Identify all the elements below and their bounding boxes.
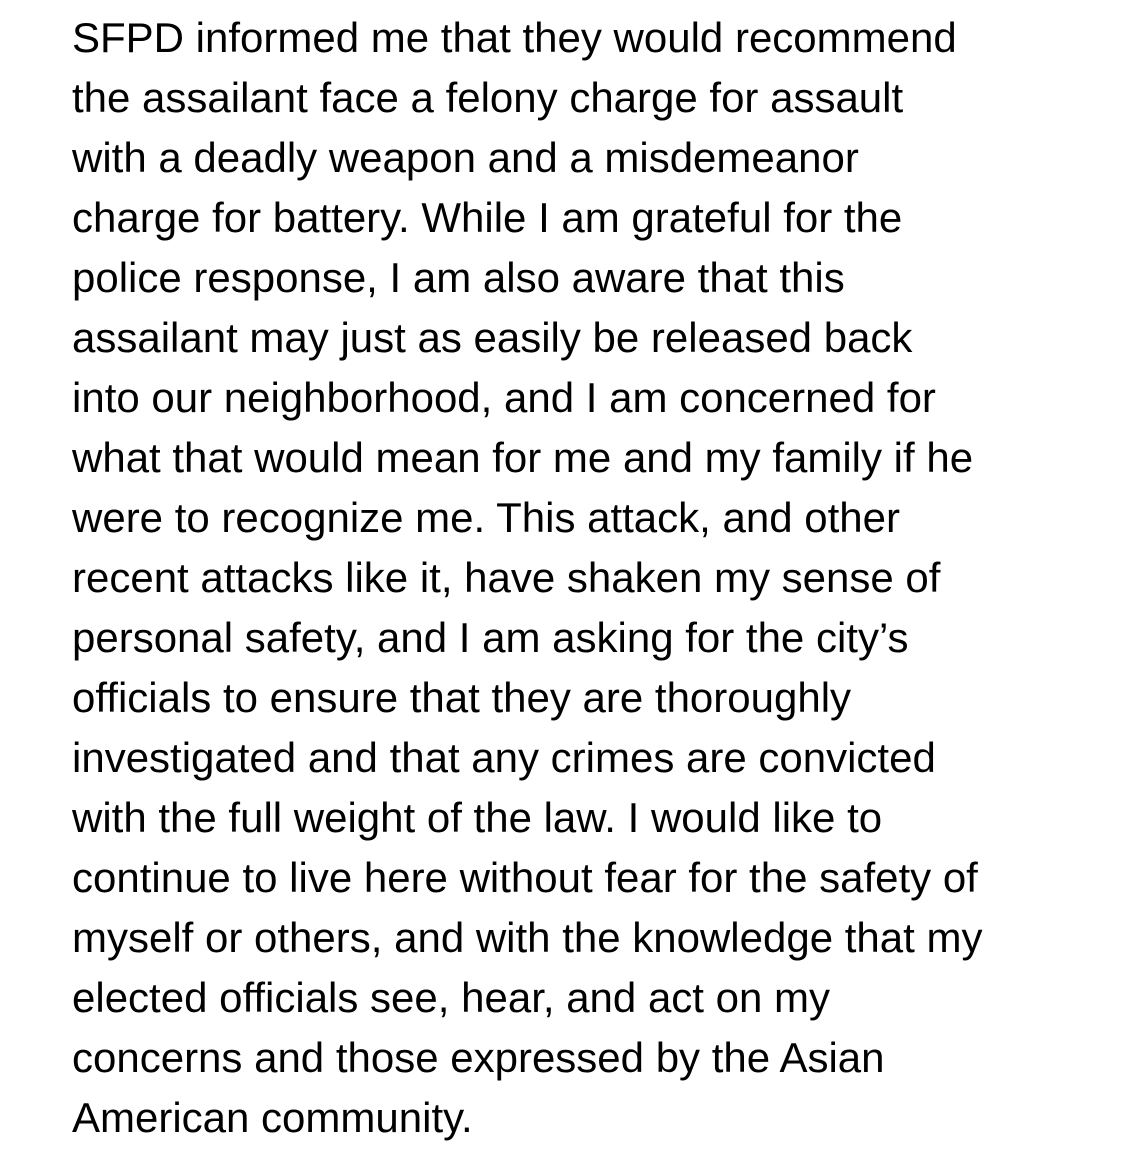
text-line-11: personal safety, and I am asking for the city’s xyxy=(72,614,909,661)
text-line-14: with the full weight of the law. I would like to xyxy=(72,794,883,841)
text-line-3: with a deadly weapon and a misdemeanor xyxy=(72,134,859,181)
text-line-7: into our neighborhood, and I am concerned for xyxy=(72,374,936,421)
text-line-6: assailant may just as easily be released back xyxy=(72,314,913,361)
text-line-4: charge for battery. While I am grateful for the xyxy=(72,194,903,241)
document-body xyxy=(72,8,1092,1148)
text-line-15: continue to live here without fear for the safety of xyxy=(72,854,978,901)
text-line-10: recent attacks like it, have shaken my sense of xyxy=(72,554,941,601)
text-line-16: myself or others, and with the knowledge that my xyxy=(72,914,983,961)
text-line-2: the assailant face a felony charge for assault xyxy=(72,74,904,121)
text-line-9: were to recognize me. This attack, and other xyxy=(72,494,900,541)
text-line-8: what that would mean for me and my family if he xyxy=(72,434,974,481)
text-line-18: concerns and those expressed by the Asian xyxy=(72,1034,885,1081)
text-line-12: officials to ensure that they are thoroughly xyxy=(72,674,852,721)
text-line-1: SFPD informed me that they would recommend xyxy=(72,14,957,61)
text-line-13: investigated and that any crimes are convicted xyxy=(72,734,936,781)
text-line-19: American community. xyxy=(72,1094,473,1141)
text-line-17: elected officials see, hear, and act on my xyxy=(72,974,831,1021)
text-line-5: police response, I am also aware that this xyxy=(72,254,845,301)
